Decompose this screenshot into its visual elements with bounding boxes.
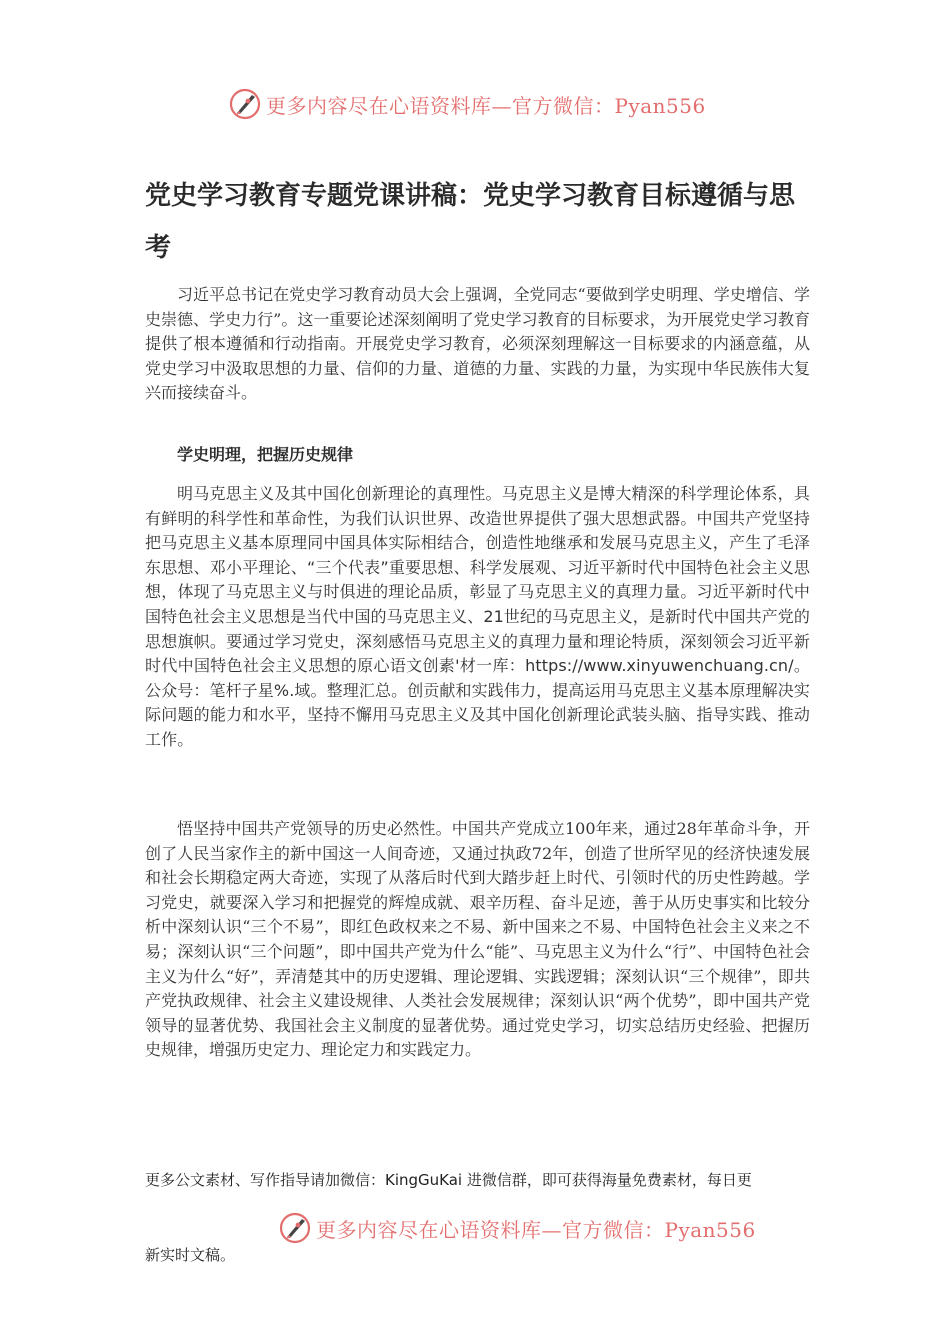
paragraph-marxism: 明马克思主义及其中国化创新理论的真理性。马克思主义是博大精深的科学理论体系，具有鲜明的科学性和革命性，为我们认识世界、改造世界提供了强大思想武器。中国共产党坚持把马克思主义基本原理同中国具体实际相结合，创造性地继承和发展马克思主义，产生了毛泽东思想、邓小平理论、“三个代表”重要思想、科学发展观、习近平新时代中国特色社会主义思想，体现了马克思主义与时俱进的理论品质，彰显了马克思主义的真理力量。习近平新时代中国特色社会主义思想是当代中国的马克思主义、21世纪的马克思主义，是新时代中国共产党的思想旗帜。要通过学习党史，深刻感悟马克思主义的真理力量和理论特质，深刻领会习近平新时代中国特色社会主义思想的原心语文创素'材一库：https://www.xinyuwenchuang.cn/。公众号：笔杆子星%.域。整理汇总。创贡献和实践伟力，提高运用马克思主义基本原理解决实际问题的能力和水平，坚持不懈用马克思主义及其中国化创新理论武装头脑、指导实践、推动工作。 — [145, 484, 810, 749]
header-banner-text: 更多内容尽在心语资料库—官方微信：Pyan556 — [266, 93, 706, 118]
footer-banner — [278, 1208, 756, 1248]
header-banner — [228, 84, 706, 124]
paragraph-party-leadership: 悟坚持中国共产党领导的历史必然性。中国共产党成立100年来，通过28年革命斗争，开创了人民当家作主的新中国这一人间奇迹，又通过执政72年，创造了世所罕见的经济快速发展和社会长期稳定两大奇迹，实现了从落后时代到大踏步赶上时代、引领时代的历史性跨越。学习党史，就要深入学习和把握党的辉煌成就、艰辛历程、奋斗足迹，善于从历史事实和比较分析中深刻认识“三个不易”，即红色政权来之不易、新中国来之不易、中国特色社会主义来之不易；深刻认识“三个问题”，即中国共产党为什么“能”、马克思主义为什么“行”、中国特色社会主义为什么“好”，弄清楚其中的历史逻辑、理论逻辑、实践逻辑；深刻认识“三个规律”，即共产党执政规律、社会主义建设规律、人类社会发展规律；深刻认识“两个优势”，即中国共产党领导的显著优势、我国社会主义制度的显著优势。通过党史学习，切实总结历史经验、把握历史规律，增强历史定力、理论定力和实践定力。 — [145, 819, 810, 1060]
quill-pen-logo-icon — [228, 87, 262, 121]
page-title: 党史学习教育专题党课讲稿：党史学习教育目标遵循与思考 — [145, 181, 796, 263]
footer-note: 更多公文素材、写作指导请加微信：KingGuKai 进微信群，即可获得海量免费素材，每日更 — [145, 1171, 752, 1189]
quill-pen-logo-icon — [278, 1211, 312, 1245]
footer-note-continued: 新实时文稿。 — [145, 1246, 236, 1264]
paragraph-intro: 习近平总书记在党史学习教育动员大会上强调，全党同志“要做到学史明理、学史增信、学史崇德、学史力行”。这一重要论述深刻阐明了党史学习教育的目标要求，为开展党史学习教育提供了根本遵循和行动指南。开展党史学习教育，必须深刻理解这一目标要求的内涵意蕴，从党史学习中汲取思想的力量、信仰的力量、道德的力量、实践的力量，为实现中华民族伟大复兴而接续奋斗。 — [145, 285, 810, 403]
section-heading: 学史明理，把握历史规律 — [177, 445, 354, 464]
footer-banner-text: 更多内容尽在心语资料库—官方微信：Pyan556 — [316, 1217, 756, 1242]
